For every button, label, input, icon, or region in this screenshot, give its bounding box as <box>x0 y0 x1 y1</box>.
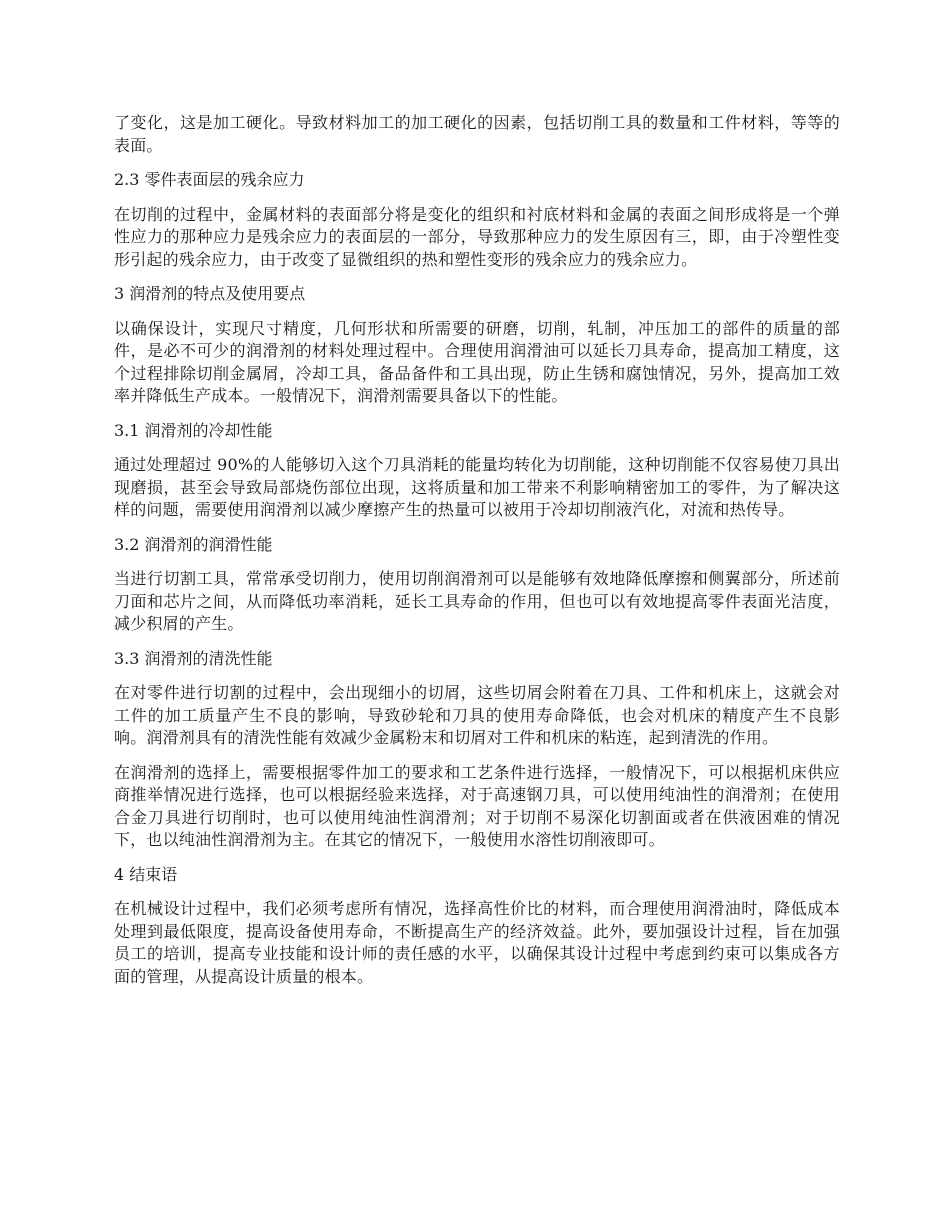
paragraph-cooling: 通过处理超过 90%的人能够切入这个刀具消耗的能量均转化为切削能，这种切削能不仅容易使刀具出现磨损，甚至会导致局部烧伤部位出现，这将质量和加工带来不利影响精密加工的零件，为了解决这样的问题，需要使用润滑剂以减少摩擦产生的热量可以被用于冷却切削液汽化，对流和热传导。 <box>114 455 840 519</box>
paragraph-work-hardening-end: 了变化，这是加工硬化。导致材料加工的加工硬化的因素，包括切削工具的数量和工件材料，等等的表面。 <box>114 113 840 155</box>
paragraph-selection: 在润滑剂的选择上，需要根据零件加工的要求和工艺条件进行选择，一般情况下，可以根据机床供应商推举情况进行选择，也可以根据经验来选择，对于高速钢刀具，可以使用纯油性的润滑剂；在使用合金刀具进行切削时，也可以使用纯油性润滑剂；对于切削不易深化切割面或者在供液困难的情况下，也以纯油性润滑剂为主。在其它的情况下，一般使用水溶性切削液即可。 <box>114 762 840 849</box>
heading-3-2: 3.2 润滑剂的润滑性能 <box>114 534 273 554</box>
paragraph-cleaning: 在对零件进行切割的过程中，会出现细小的切屑，这些切屑会附着在刀具、工件和机床上，这就会对工件的加工质量产生不良的影响，导致砂轮和刀具的使用寿命降低，也会对机床的精度产生不良影响。润滑剂具有的清洗性能有效减少金属粉末和切屑对工件和机床的粘连，起到清洗的作用。 <box>114 683 840 747</box>
heading-2-3: 2.3 零件表面层的残余应力 <box>114 170 305 189</box>
paragraph-conclusion: 在机械设计过程中，我们必须考虑所有情况，选择高性价比的材料，而合理使用润滑油时，降低成本处理到最低限度，提高设备使用寿命，不断提高生产的经济效益。此外，要加强设计过程，旨在加强员工的培训，提高专业技能和设计师的责任感的水平，以确保其设计过程中考虑到约束可以集成各方面的管理，从提高设计质量的根本。 <box>114 899 840 986</box>
paragraph-lubrication: 当进行切割工具，常常承受切削力，使用切削润滑剂可以是能够有效地降低摩擦和侧翼部分，所述前刀面和芯片之间，从而降低功率消耗，延长工具寿命的作用，但也可以有效地提高零件表面光洁度，减少积屑的产生。 <box>114 569 840 633</box>
document-page <box>114 112 840 1000</box>
heading-4: 4 结束语 <box>114 864 178 884</box>
paragraph-lubricant-intro: 以确保设计，实现尺寸精度，几何形状和所需要的研磨，切削，轧制，冲压加工的部件的质量的部件，是必不可少的润滑剂的材料处理过程中。合理使用润滑油可以延长刀具寿命，提高加工精度，这个过程排除切削金属屑，冷却工具，备品备件和工具出现，防止生锈和腐蚀情况，另外，提高加工效率并降低生产成本。一般情况下，润滑剂需要具备以下的性能。 <box>114 318 840 405</box>
heading-3-1: 3.1 润滑剂的冷却性能 <box>114 420 273 440</box>
heading-3: 3 润滑剂的特点及使用要点 <box>114 284 306 303</box>
heading-3-3: 3.3 润滑剂的清洗性能 <box>114 648 273 668</box>
paragraph-residual-stress: 在切削的过程中，金属材料的表面部分将是变化的组织和衬底材料和金属的表面之间形成将是一个弹性应力的那种应力是残余应力的表面层的一部分，导致那种应力的发生原因有三，即，由于冷塑性变形引起的残余应力，由于改变了显微组织的热和塑性变形的残余应力的残余应力。 <box>114 204 840 269</box>
